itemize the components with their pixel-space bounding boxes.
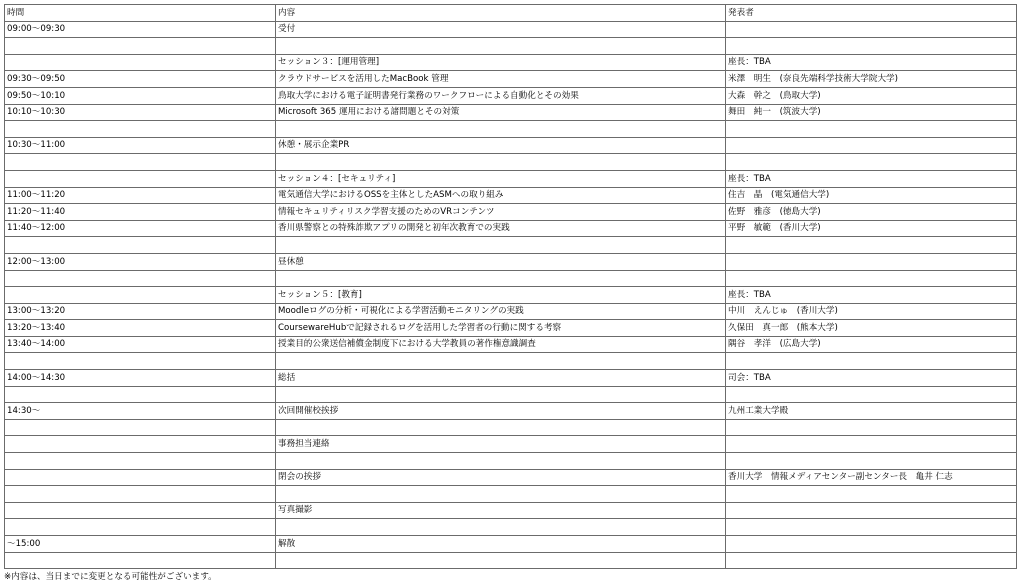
table-row xyxy=(5,87,1017,104)
cell-time[interactable] xyxy=(5,436,276,453)
cell-content[interactable] xyxy=(276,237,726,254)
cell-content[interactable] xyxy=(276,386,726,403)
cell-time[interactable] xyxy=(5,469,276,486)
cell-content[interactable]: 受付 xyxy=(276,21,726,38)
cell-presenter[interactable] xyxy=(726,486,1017,503)
table-row xyxy=(5,187,1017,204)
cell-presenter[interactable] xyxy=(726,21,1017,38)
cell-time[interactable] xyxy=(5,38,276,55)
header-cell-content[interactable]: 内容 xyxy=(276,5,726,22)
cell-time[interactable]: 13:20～13:40 xyxy=(5,320,276,337)
cell-content[interactable] xyxy=(276,519,726,536)
cell-presenter[interactable]: 隅谷 孝洋 (広島大学) xyxy=(726,336,1017,353)
cell-content[interactable]: 閉会の挨拶 xyxy=(276,469,726,486)
cell-content[interactable]: 事務担当連絡 xyxy=(276,436,726,453)
table-row xyxy=(5,253,1017,270)
table-row xyxy=(5,220,1017,237)
cell-content[interactable]: セッション３：[運用管理] xyxy=(276,54,726,71)
cell-presenter[interactable]: 舞田 純一 (筑波大学) xyxy=(726,104,1017,121)
cell-content[interactable] xyxy=(276,353,726,370)
cell-time[interactable] xyxy=(5,154,276,171)
cell-presenter[interactable] xyxy=(726,552,1017,569)
table-row xyxy=(5,419,1017,436)
cell-presenter[interactable] xyxy=(726,436,1017,453)
table-row xyxy=(5,453,1017,470)
table-row xyxy=(5,536,1017,553)
table-row xyxy=(5,204,1017,221)
table-row xyxy=(5,552,1017,569)
cell-time[interactable] xyxy=(5,287,276,304)
cell-content[interactable]: セッション５：[教育] xyxy=(276,287,726,304)
cell-presenter[interactable]: 米澤 明生 (奈良先端科学技術大学院大学) xyxy=(726,71,1017,88)
table-row xyxy=(5,287,1017,304)
cell-content[interactable]: 次回開催校挨拶 xyxy=(276,403,726,420)
cell-time[interactable] xyxy=(5,486,276,503)
cell-presenter[interactable]: 佐野 雅彦 (徳島大学) xyxy=(726,204,1017,221)
cell-content[interactable]: 電気通信大学におけるOSSを主体としたASMへの取り組み xyxy=(276,187,726,204)
cell-time[interactable]: 11:40～12:00 xyxy=(5,220,276,237)
cell-content[interactable] xyxy=(276,154,726,171)
table-row xyxy=(5,270,1017,287)
table-row xyxy=(5,370,1017,387)
footnote: ※内容は、当日までに変更となる可能性がございます。 xyxy=(4,572,217,582)
header-cell-presenter[interactable]: 発表者 xyxy=(726,5,1017,22)
cell-content[interactable] xyxy=(276,270,726,287)
cell-time[interactable]: 13:00～13:20 xyxy=(5,303,276,320)
cell-time[interactable] xyxy=(5,419,276,436)
cell-content[interactable]: 休憩・展示企業PR xyxy=(276,137,726,154)
cell-time[interactable]: 13:40～14:00 xyxy=(5,336,276,353)
header-row xyxy=(5,5,1017,22)
cell-presenter[interactable] xyxy=(726,419,1017,436)
cell-content[interactable]: 総括 xyxy=(276,370,726,387)
cell-presenter[interactable] xyxy=(726,137,1017,154)
table-row xyxy=(5,38,1017,55)
table-row xyxy=(5,469,1017,486)
table-row xyxy=(5,154,1017,171)
cell-presenter[interactable]: 座長：TBA xyxy=(726,54,1017,71)
cell-time[interactable]: 14:00～14:30 xyxy=(5,370,276,387)
cell-presenter[interactable]: 座長：TBA xyxy=(726,170,1017,187)
table-row xyxy=(5,336,1017,353)
cell-content[interactable]: 写真撮影 xyxy=(276,502,726,519)
cell-presenter[interactable]: 九州工業大学殿 xyxy=(726,403,1017,420)
table-row xyxy=(5,170,1017,187)
cell-time[interactable]: 09:00～09:30 xyxy=(5,21,276,38)
cell-content[interactable]: 昼休憩 xyxy=(276,253,726,270)
table-row xyxy=(5,54,1017,71)
cell-presenter[interactable] xyxy=(726,353,1017,370)
cell-content[interactable]: クラウドサービスを活用したMacBook 管理 xyxy=(276,71,726,88)
cell-presenter[interactable]: 大森 幹之 (鳥取大学) xyxy=(726,87,1017,104)
cell-content[interactable]: Microsoft 365 運用における諸問題とその対策 xyxy=(276,104,726,121)
table-row xyxy=(5,320,1017,337)
cell-content[interactable]: 香川県警察との特殊詐欺アプリの開発と初年次教育での実践 xyxy=(276,220,726,237)
cell-presenter[interactable]: 平野 敏範 (香川大学) xyxy=(726,220,1017,237)
cell-time[interactable]: 09:50～10:10 xyxy=(5,87,276,104)
table-row xyxy=(5,303,1017,320)
cell-time[interactable] xyxy=(5,453,276,470)
cell-time[interactable]: 11:00～11:20 xyxy=(5,187,276,204)
cell-presenter[interactable] xyxy=(726,502,1017,519)
cell-time[interactable] xyxy=(5,552,276,569)
cell-presenter[interactable]: 中川 えんじゅ (香川大学) xyxy=(726,303,1017,320)
table-row xyxy=(5,403,1017,420)
cell-content[interactable]: 解散 xyxy=(276,536,726,553)
cell-content[interactable]: 授業目的公衆送信補償金制度下における大学教員の著作権意識調査 xyxy=(276,336,726,353)
cell-presenter[interactable]: 久保田 真一郎 (熊本大学) xyxy=(726,320,1017,337)
table-row xyxy=(5,237,1017,254)
cell-content[interactable] xyxy=(276,38,726,55)
table-row xyxy=(5,137,1017,154)
cell-presenter[interactable] xyxy=(726,453,1017,470)
cell-presenter[interactable]: 住吉 晶 (電気通信大学) xyxy=(726,187,1017,204)
cell-time[interactable]: ～15:00 xyxy=(5,536,276,553)
table-row xyxy=(5,486,1017,503)
cell-content[interactable]: セッション４：[セキュリティ] xyxy=(276,170,726,187)
cell-presenter[interactable] xyxy=(726,237,1017,254)
cell-time[interactable]: 11:20～11:40 xyxy=(5,204,276,221)
cell-presenter[interactable] xyxy=(726,154,1017,171)
cell-time[interactable]: 09:30～09:50 xyxy=(5,71,276,88)
cell-time[interactable]: 12:00～13:00 xyxy=(5,253,276,270)
cell-time[interactable] xyxy=(5,237,276,254)
table-row xyxy=(5,436,1017,453)
table-row xyxy=(5,519,1017,536)
cell-presenter[interactable] xyxy=(726,253,1017,270)
table-row xyxy=(5,353,1017,370)
cell-presenter[interactable] xyxy=(726,38,1017,55)
table-row xyxy=(5,121,1017,138)
schedule-table xyxy=(4,4,1017,569)
cell-time[interactable] xyxy=(5,519,276,536)
cell-content[interactable]: Moodleログの分析・可視化による学習活動モニタリングの実践 xyxy=(276,303,726,320)
cell-presenter[interactable]: 座長：TBA xyxy=(726,287,1017,304)
table-row xyxy=(5,502,1017,519)
cell-presenter[interactable] xyxy=(726,270,1017,287)
schedule-sheet xyxy=(4,4,1016,569)
cell-time[interactable]: 14:30～ xyxy=(5,403,276,420)
cell-time[interactable] xyxy=(5,502,276,519)
cell-time[interactable]: 10:30～11:00 xyxy=(5,137,276,154)
cell-presenter[interactable]: 司会：TBA xyxy=(726,370,1017,387)
schedule-table-body xyxy=(5,5,1017,569)
cell-presenter[interactable] xyxy=(726,536,1017,553)
cell-content[interactable] xyxy=(276,552,726,569)
table-row xyxy=(5,71,1017,88)
cell-content[interactable] xyxy=(276,419,726,436)
cell-time[interactable] xyxy=(5,270,276,287)
cell-presenter[interactable]: 香川大学 情報メディアセンター副センター長 亀井 仁志 xyxy=(726,469,1017,486)
cell-presenter[interactable] xyxy=(726,121,1017,138)
cell-time[interactable] xyxy=(5,353,276,370)
cell-content[interactable] xyxy=(276,121,726,138)
cell-content[interactable] xyxy=(276,453,726,470)
cell-time[interactable] xyxy=(5,54,276,71)
cell-content[interactable] xyxy=(276,486,726,503)
cell-presenter[interactable] xyxy=(726,386,1017,403)
table-row xyxy=(5,104,1017,121)
cell-time[interactable] xyxy=(5,121,276,138)
cell-time[interactable] xyxy=(5,386,276,403)
cell-presenter[interactable] xyxy=(726,519,1017,536)
cell-content[interactable]: CoursewareHubで記録されるログを活用した学習者の行動に関する考察 xyxy=(276,320,726,337)
cell-content[interactable]: 鳥取大学における電子証明書発行業務のワークフローによる自動化とその効果 xyxy=(276,87,726,104)
header-cell-time[interactable]: 時間 xyxy=(5,5,276,22)
cell-time[interactable]: 10:10～10:30 xyxy=(5,104,276,121)
cell-time[interactable] xyxy=(5,170,276,187)
cell-content[interactable]: 情報セキュリティリスク学習支援のためのVRコンテンツ xyxy=(276,204,726,221)
table-row xyxy=(5,21,1017,38)
table-row xyxy=(5,386,1017,403)
